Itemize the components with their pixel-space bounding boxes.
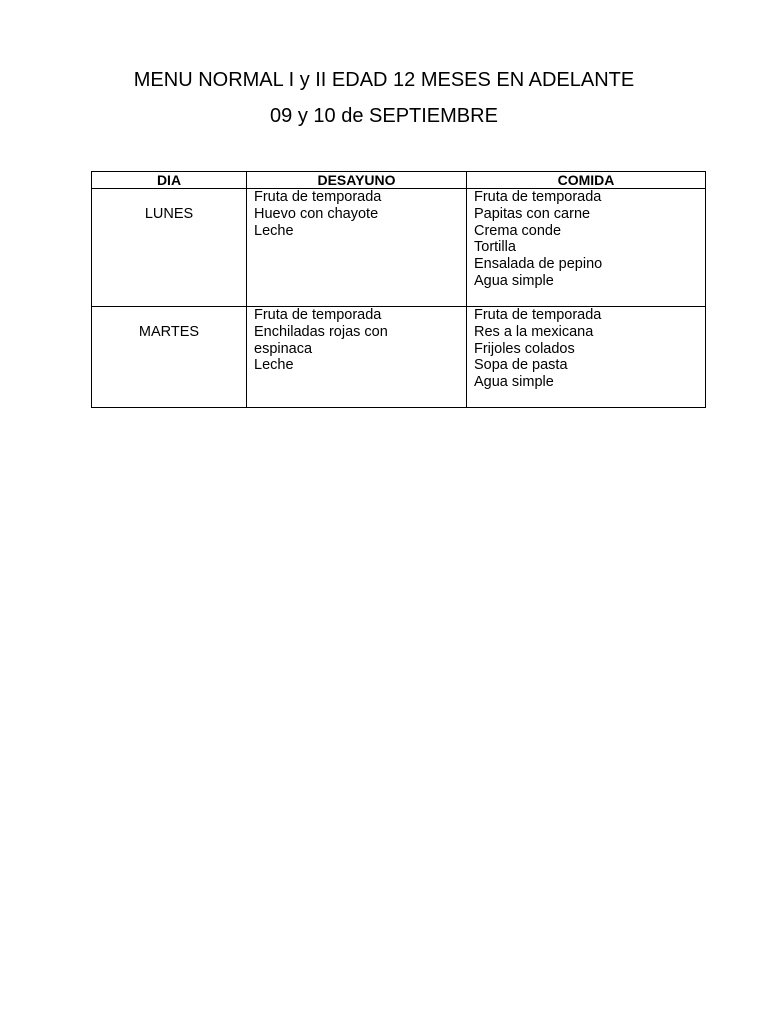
page-subtitle-date: 09 y 10 de SEPTIEMBRE — [270, 105, 498, 127]
desayuno-cell — [247, 307, 467, 408]
list-item: Papitas con carne — [474, 205, 591, 222]
comida-cell — [467, 189, 706, 307]
list-item: Ensalada de pepino — [474, 256, 603, 273]
day-cell: MARTES — [92, 307, 247, 408]
list-item: Fruta de temporada — [254, 189, 382, 205]
list-item: Agua simple — [474, 272, 554, 289]
table-row — [92, 307, 706, 408]
list-item: Enchiladas rojas con espinaca — [254, 323, 388, 357]
list-item: Agua simple — [474, 374, 554, 391]
list-item: Fruta de temporada — [474, 307, 602, 323]
table-header-row — [92, 172, 706, 189]
list-item: Frijoles colados — [474, 340, 575, 357]
comida-cell — [467, 307, 706, 408]
list-item: Fruta de temporada — [254, 307, 382, 323]
page-title: MENU NORMAL I y II EDAD 12 MESES EN ADELANTE — [133, 69, 635, 91]
desayuno-cell — [247, 189, 467, 307]
header-desayuno: DESAYUNO — [247, 172, 467, 189]
list-item: Fruta de temporada — [474, 189, 602, 205]
list-item: Huevo con chayote — [254, 205, 379, 222]
list-item: Sopa de pasta — [474, 357, 568, 374]
list-item: Leche — [254, 222, 294, 239]
header-comida: COMIDA — [467, 172, 706, 189]
menu-table — [91, 171, 706, 408]
table-row — [92, 189, 706, 307]
header-dia: DIA — [92, 172, 247, 189]
list-item: Crema conde — [474, 222, 562, 239]
list-item: Leche — [254, 357, 294, 374]
list-item: Res a la mexicana — [474, 323, 594, 340]
list-item: Tortilla — [474, 239, 516, 256]
day-cell: LUNES — [92, 189, 247, 307]
